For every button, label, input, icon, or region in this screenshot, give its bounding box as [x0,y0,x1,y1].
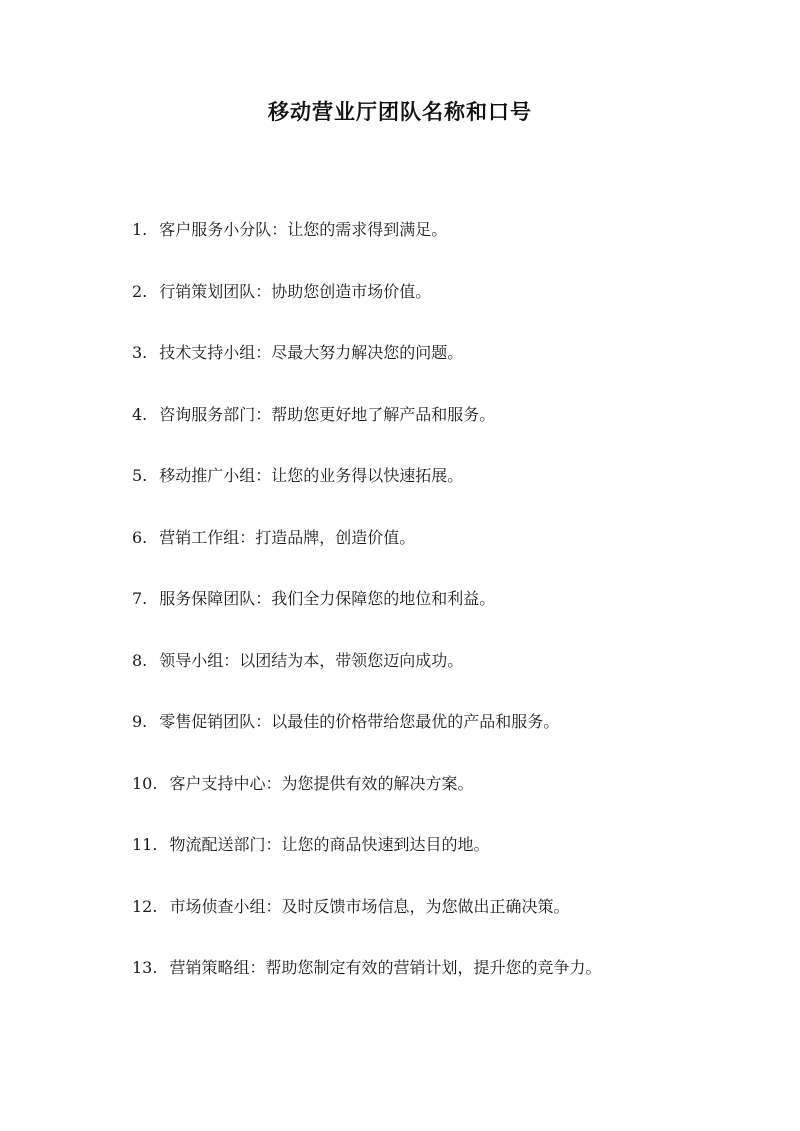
list-item [132,768,752,830]
item-number: 10. [132,773,158,793]
item-text: 零售促销团队：以最佳的价格带给您最优的产品和服务。 [159,712,560,731]
list-item [132,829,752,891]
list-item [132,522,752,584]
item-number: 1. [132,220,148,239]
list-item [132,706,752,768]
item-number: 6. [132,527,148,547]
item-text: 领导小组：以团结为本，带领您迈向成功。 [159,650,464,670]
item-text: 客户服务小分队：让您的需求得到满足。 [159,220,448,239]
item-text: 咨询服务部门：帮助您更好地了解产品和服务。 [159,404,496,424]
item-text: 服务保障团队：我们全力保障您的地位和利益。 [159,589,496,608]
list-item [132,891,752,953]
list-item [132,276,752,338]
item-text: 营销策略组：帮助您制定有效的营销计划，提升您的竞争力。 [169,958,602,977]
list-item [132,399,752,461]
item-text: 营销工作组：打造品牌，创造价值。 [159,527,416,547]
list-item [132,460,752,522]
item-number: 4. [132,404,148,424]
slogan-list [132,214,752,1014]
item-number: 2. [132,281,148,301]
item-text: 客户支持中心：为您提供有效的解决方案。 [169,773,474,793]
item-number: 11. [132,835,158,854]
list-item [132,645,752,707]
item-number: 7. [132,589,148,608]
item-number: 5. [132,466,148,485]
document-title: 移动营业厅团队名称和口号 [268,99,532,124]
item-text: 技术支持小组：尽最大努力解决您的问题。 [159,343,464,362]
item-text: 行销策划团队：协助您创造市场价值。 [159,281,432,301]
item-number: 12. [132,896,158,916]
item-number: 3. [132,343,148,362]
list-item [132,583,752,645]
item-number: 8. [132,650,148,670]
item-number: 13. [132,958,158,977]
item-text: 市场侦查小组：及时反馈市场信息，为您做出正确决策。 [169,896,570,916]
item-number: 9. [132,712,148,731]
item-text: 物流配送部门：让您的商品快速到达目的地。 [169,835,490,854]
list-item [132,952,752,1014]
list-item [132,337,752,399]
list-item [132,214,752,276]
item-text: 移动推广小组：让您的业务得以快速拓展。 [159,466,464,485]
